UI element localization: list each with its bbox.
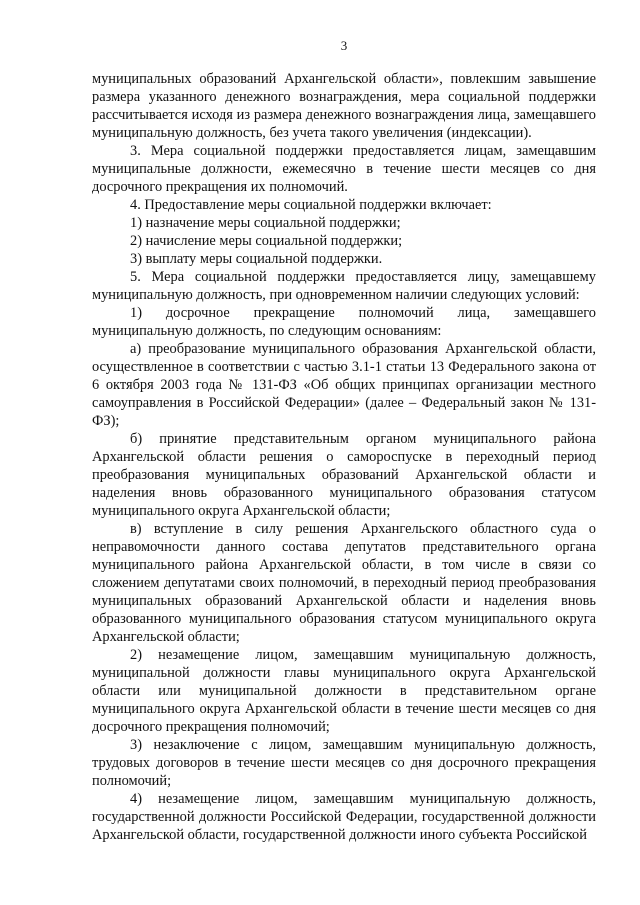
paragraph-item-5-2: 2) незамещение лицом, замещавшим муниципальную должность, муниципальной должности главы муниципального округа Архангельской области или муниципальной должности в представительном органе муниципального округа Архангельской области в течение шести месяцев со дня досрочного прекращения полномочий; [92,647,596,735]
paragraph-continuation: муниципальных образований Архангельской области», повлекшим завышение размера указанного денежного вознаграждения, мера социальной поддержки рассчитывается исходя из размера денежного вознаграждения лица, замещавшего муниципальную должность, без учета такого увеличения (индексации). [92,71,596,141]
paragraph-item-5-3: 3) незаключение с лицом, замещавшим муниципальную должность, трудовых договоров в течение шести месяцев со дня досрочного прекращения полномочий; [92,737,596,789]
document-body [92,70,596,844]
paragraph-item-5-1-v: в) вступление в силу решения Архангельского областного суда о неправомочности данного состава депутатов представительного органа муниципального района Архангельской области, в том числе в связи со сложением депутатами своих полномочий, в переходный период преобразования муниципальных образований Архангельской области и наделения вновь образованного муниципального образования статусом муниципального округа Архангельской области; [92,521,596,645]
paragraph-item-4-1: 1) назначение меры социальной поддержки; [130,215,401,231]
paragraph-item-4-3: 3) выплату меры социальной поддержки. [130,251,383,267]
paragraph-item-4-2: 2) начисление меры социальной поддержки; [130,233,403,249]
paragraph-item-4: 4. Предоставление меры социальной поддержки включает: [130,197,492,213]
paragraph-item-3: 3. Мера социальной поддержки предоставляется лицам, замещавшим муниципальные должности, ежемесячно в течение шести месяцев со дня досрочного прекращения их полномочий. [92,143,596,195]
paragraph-item-5-1-a: а) преобразование муниципального образования Архангельской области, осуществленное в соответствии с частью 3.1-1 статьи 13 Федерального закона от 6 октября 2003 года № 131-ФЗ «Об общих принципах организации местного самоуправления в Российской Федерации» (далее – Федеральный закон № 131-ФЗ); [92,341,596,429]
page-number: 3 [340,38,348,53]
paragraph-item-5-4: 4) незамещение лицом, замещавшим муниципальную должность, государственной должности Российской Федерации, государственной должности Архангельской области, государственной должности иного субъекта Российской [92,791,596,843]
paragraph-item-5-1: 1) досрочное прекращение полномочий лица, замещавшего муниципальную должность, по следующим основаниям: [92,305,596,339]
paragraph-item-5: 5. Мера социальной поддержки предоставляется лицу, замещавшему муниципальную должность, при одновременном наличии следующих условий: [92,269,596,303]
paragraph-item-5-1-b: б) принятие представительным органом муниципального района Архангельской области решения о самороспуске в переходный период преобразования муниципальных образований Архангельской области и наделения вновь образованного муниципального образования статусом муниципального округа Архангельской области; [92,431,596,519]
